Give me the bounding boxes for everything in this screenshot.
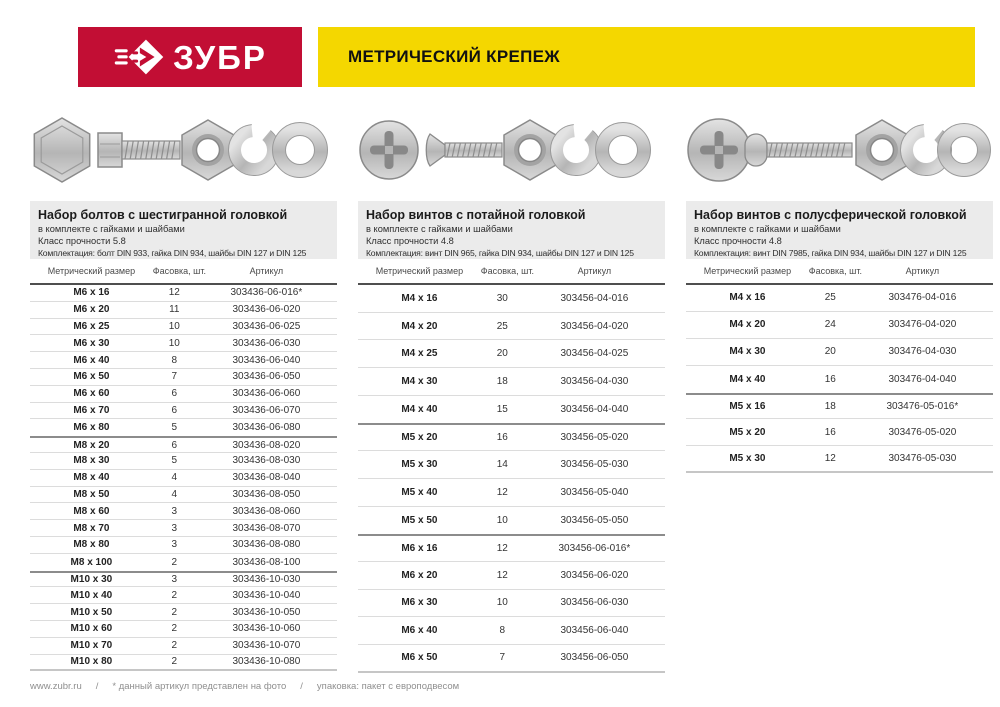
cell-pack: 2 [171,556,178,568]
cell-article: 303436-10-080 [232,656,301,668]
cell-size: M4 x 40 [401,404,438,416]
cell-pack: 3 [171,505,178,517]
table-row [30,487,337,504]
cell-size: M6 x 60 [73,388,110,400]
table-header-row [30,259,337,285]
cell-article: 303436-10-060 [232,623,301,635]
cell-pack: 25 [496,320,508,332]
cell-size: M5 x 40 [401,486,438,498]
cell-size: M6 x 30 [73,337,110,349]
cell-size: M10 x 30 [70,573,113,585]
cell-pack: 3 [171,539,178,551]
cell-size: M4 x 25 [401,348,438,360]
cell-article: 303456-06-020 [560,569,629,581]
section-info-box [686,201,993,259]
table-row [30,335,337,352]
cell-size: M6 x 50 [401,652,438,664]
cell-pack: 10 [168,337,180,349]
cell-size: M8 x 70 [73,522,110,534]
page-footer [30,681,459,692]
cell-pack: 16 [824,373,836,385]
table-row [30,503,337,520]
cell-size: M6 x 80 [73,422,110,434]
cell-pack: 24 [824,319,836,331]
cell-article: 303476-04-030 [888,346,957,358]
column-header-pack: Фасовка, шт. [152,266,207,276]
zubr-bison-arrow-icon [113,37,165,77]
cell-pack: 4 [171,472,178,484]
cell-article: 303436-10-070 [232,640,301,652]
cell-article: 303456-05-020 [560,432,629,444]
cell-article: 303436-10-040 [232,589,301,601]
cell-pack: 10 [496,514,508,526]
cell-size: M10 x 70 [70,640,113,652]
cell-size: M6 x 30 [401,597,438,609]
cell-size: M6 x 40 [73,354,110,366]
cell-article: 303436-08-050 [232,488,301,500]
cell-size: M5 x 30 [729,453,766,465]
product-section-3 [686,105,993,673]
column-header-size: Метрический размер [47,266,136,276]
table-row [358,340,665,368]
cell-article: 303436-06-016* [230,287,303,299]
cell-article: 303476-05-020 [888,426,957,438]
cell-size: M5 x 16 [729,401,766,412]
table-row [358,645,665,673]
cell-pack: 2 [171,656,178,668]
cell-size: M6 x 20 [73,304,110,316]
cell-article: 303436-06-030 [232,337,301,349]
cell-article: 303476-04-040 [888,373,957,385]
cell-article: 303456-05-040 [560,486,629,498]
table-row [30,352,337,369]
cell-pack: 2 [171,640,178,652]
cell-pack: 5 [171,455,178,467]
table-row [686,339,993,366]
table-row [30,554,337,571]
table-row [358,423,665,451]
cell-size: M4 x 20 [729,319,766,331]
cell-pack: 3 [171,522,178,534]
cell-size: M5 x 30 [401,458,438,470]
table-row [686,446,993,473]
table-row [686,285,993,312]
cell-article: 303436-08-100 [232,556,301,568]
page-header [0,27,1000,87]
cell-pack: 11 [169,304,180,316]
section-kit: Комплектация: винт DIN 965, гайка DIN 934, шайбы DIN 127 и DIN 125 [366,247,634,258]
table-row [358,562,665,590]
table-row [30,419,337,436]
cell-article: 303436-08-080 [232,539,301,551]
section-subtitle: в комплекте с гайками и шайбами [366,224,513,234]
table-header-row [358,259,665,285]
cell-article: 303436-06-020 [232,304,301,316]
cell-pack: 10 [496,597,508,609]
cell-size: M6 x 50 [73,371,110,383]
column-header-pack: Фасовка, шт. [808,266,863,276]
cell-size: M8 x 100 [70,556,113,568]
table-row [30,386,337,403]
cell-article: 303456-06-050 [560,652,629,664]
table-row [30,369,337,386]
cell-article: 303476-04-016 [888,292,957,304]
cell-size: M4 x 30 [729,346,766,358]
brand-name: ЗУБР [173,38,267,76]
cell-pack: 18 [824,401,836,412]
cell-size: M10 x 40 [70,589,113,601]
cell-pack: 7 [499,652,506,664]
cell-size: M8 x 20 [73,439,110,451]
cell-article: 303436-06-070 [232,404,301,416]
cell-pack: 2 [171,606,178,618]
section-info-box [30,201,337,259]
countersunk-screw-set-photo [358,105,665,195]
table-row [30,604,337,621]
table-row [358,396,665,424]
cell-pack: 18 [496,375,508,387]
cell-article: 303436-10-030 [232,573,301,585]
cell-article: 303436-08-030 [232,455,301,467]
table-row [30,638,337,655]
section-strength-class: Класс прочности 4.8 [694,235,782,246]
catalog-columns [30,87,993,673]
cell-pack: 5 [171,422,178,434]
cell-article: 303436-06-025 [232,320,301,332]
table-row [358,534,665,562]
cell-pack: 30 [496,292,508,304]
site-url: www.zubr.ru [30,681,82,692]
cell-pack: 8 [499,625,506,637]
cell-size: M6 x 20 [401,569,438,581]
section-title: Набор болтов с шестигранной головкой [38,208,288,222]
cell-pack: 16 [824,426,836,438]
cell-size: M4 x 16 [729,292,766,304]
cell-article: 303456-04-020 [560,320,629,332]
table-row [30,436,337,453]
cell-size: M4 x 16 [401,292,438,304]
cell-pack: 10 [168,320,180,332]
footer-separator: / [95,681,99,692]
cell-pack: 15 [496,404,508,416]
table-row [30,403,337,420]
column-header-size: Метрический размер [703,266,792,276]
section-subtitle: в комплекте с гайками и шайбами [38,224,185,234]
cell-pack: 6 [171,404,178,416]
page-title: МЕТРИЧЕСКИЙ КРЕПЕЖ [348,47,560,66]
cell-pack: 12 [496,486,508,498]
cell-pack: 12 [824,453,836,465]
column-header-size: Метрический размер [375,266,464,276]
cell-article: 303456-06-030 [560,597,629,609]
cell-pack: 20 [824,346,836,358]
cell-article: 303436-08-070 [232,522,301,534]
cell-article: 303456-04-030 [560,375,629,387]
table-row [358,617,665,645]
cell-pack: 3 [171,573,178,585]
table-row [30,621,337,638]
table-row [30,470,337,487]
cell-size: M5 x 20 [401,432,438,444]
cell-size: M4 x 30 [401,375,438,387]
footer-note-article: * данный артикул представлен на фото [112,681,287,692]
cell-article: 303436-06-050 [232,371,301,383]
cell-article: 303436-06-060 [232,388,301,400]
cell-article: 303456-06-016* [558,543,631,555]
cell-pack: 12 [496,569,508,581]
cell-size: M4 x 20 [401,320,438,332]
cell-size: M6 x 16 [73,287,110,299]
footer-separator: / [300,681,303,692]
cell-size: M8 x 80 [73,539,110,551]
section-title: Набор винтов с потайной головкой [366,208,586,222]
cell-article: 303456-05-030 [560,458,629,470]
section-subtitle: в комплекте с гайками и шайбами [694,224,841,234]
table-row [358,507,665,535]
cell-size: M5 x 20 [729,426,766,438]
table-row [358,285,665,313]
category-banner [318,27,975,87]
table-row [358,479,665,507]
product-section-1 [30,105,337,673]
column-header-article: Артикул [249,266,284,276]
cell-size: M10 x 80 [70,656,113,668]
table-row [30,285,337,302]
cell-pack: 8 [171,354,178,366]
cell-article: 303456-04-025 [560,348,629,360]
cell-pack: 12 [168,287,180,299]
cell-pack: 7 [171,371,178,383]
table-row [358,313,665,341]
cell-article: 303456-05-050 [560,514,629,526]
table-row [358,368,665,396]
cell-size: M5 x 50 [401,514,438,526]
table-row [30,571,337,588]
cell-pack: 20 [496,348,508,360]
cell-article: 303436-10-050 [232,606,301,618]
cell-size: M6 x 40 [401,625,438,637]
cell-pack: 2 [171,589,178,601]
section-kit: Комплектация: винт DIN 7985, гайка DIN 934, шайбы DIN 127 и DIN 125 [694,247,967,258]
cell-pack: 14 [496,458,508,470]
table-row [30,587,337,604]
cell-size: M8 x 60 [73,505,110,517]
section-title: Набор винтов с полусферической головкой [694,208,967,222]
table-row [30,302,337,319]
cell-size: M6 x 16 [401,543,438,555]
pan-head-screw-set-photo [686,105,993,195]
table-row [30,537,337,554]
cell-article: 303436-08-060 [232,505,301,517]
cell-size: M10 x 50 [70,606,113,618]
cell-article: 303436-06-080 [232,422,301,434]
cell-pack: 16 [496,432,508,444]
cell-pack: 25 [824,292,836,304]
cell-article: 303456-06-040 [560,625,629,637]
cell-article: 303436-06-040 [232,354,301,366]
cell-article: 303456-04-016 [560,292,629,304]
cell-article: 303476-05-016* [886,401,959,412]
cell-article: 303436-08-040 [232,472,301,484]
section-strength-class: Класс прочности 4.8 [366,235,454,246]
cell-pack: 6 [171,439,178,451]
cell-size: M6 x 25 [73,320,110,332]
section-strength-class: Класс прочности 5.8 [38,235,126,246]
cell-size: M4 x 40 [729,373,766,385]
section-info-box [358,201,665,259]
cell-size: M6 x 70 [73,404,110,416]
table-row [30,319,337,336]
section-kit: Комплектация: болт DIN 933, гайка DIN 934, шайбы DIN 127 и DIN 125 [38,247,307,258]
cell-article: 303476-05-030 [888,453,957,465]
zubr-logo [78,27,302,87]
cell-size: M10 x 60 [70,623,113,635]
column-header-pack: Фасовка, шт. [480,266,535,276]
cell-article: 303436-08-020 [232,439,301,451]
table-row [686,366,993,393]
table-row [358,590,665,618]
cell-size: M8 x 30 [73,455,110,467]
column-header-article: Артикул [905,266,940,276]
table-header-row [686,259,993,285]
table-row [30,520,337,537]
table-row [30,453,337,470]
cell-article: 303456-04-040 [560,404,629,416]
table-row [358,451,665,479]
cell-pack: 4 [171,488,178,500]
cell-article: 303476-04-020 [888,319,957,331]
footer-note-packaging: упаковка: пакет с европодвесом [316,681,460,692]
table-row [686,312,993,339]
cell-pack: 12 [496,543,508,555]
table-row [686,393,993,420]
cell-size: M8 x 50 [73,488,110,500]
table-row [30,655,337,672]
product-section-2 [358,105,665,673]
table-row [686,419,993,446]
hex-bolt-set-photo [30,105,337,195]
cell-pack: 6 [171,388,178,400]
column-header-article: Артикул [577,266,612,276]
cell-pack: 2 [171,623,178,635]
cell-size: M8 x 40 [73,472,110,484]
